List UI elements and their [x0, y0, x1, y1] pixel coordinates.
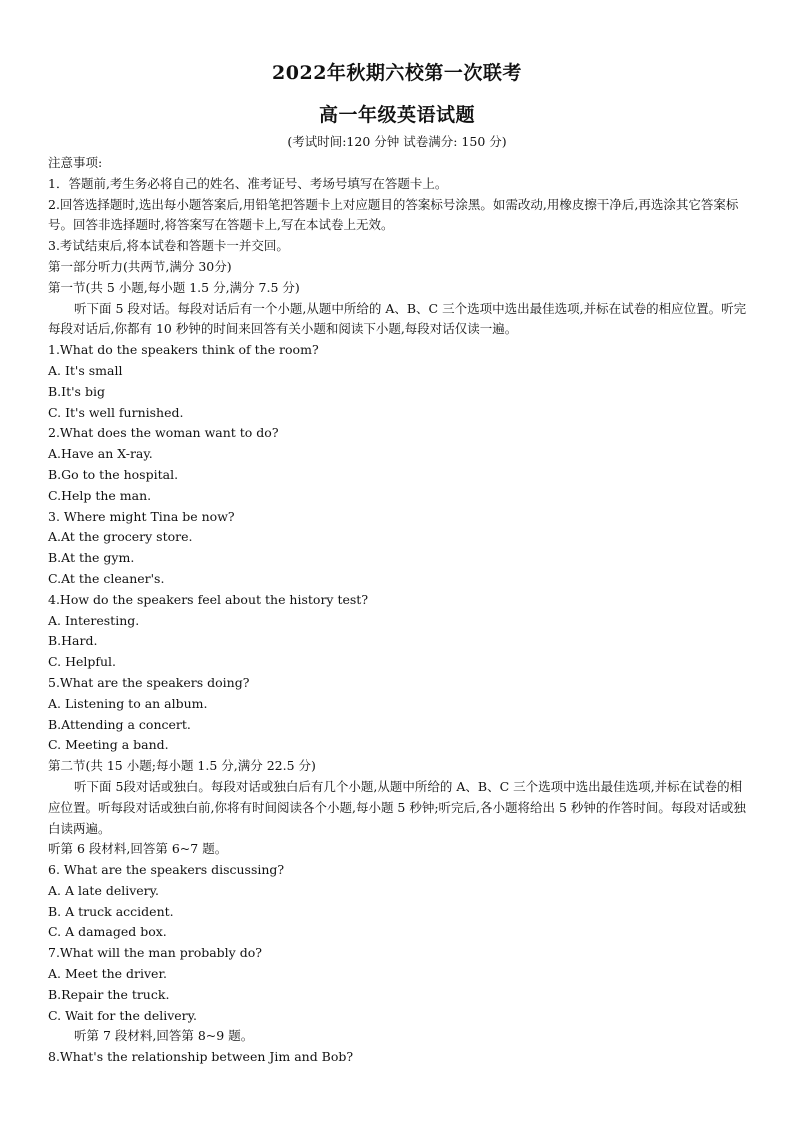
q1-option-b: B.It's big — [48, 383, 105, 399]
q4-option-b: B.Hard. — [48, 633, 98, 649]
notes-heading: 注意事项: — [48, 155, 103, 170]
q6-option-b: B. A truck accident. — [48, 903, 174, 919]
material-6-heading: 听第 6 段材料,回答第 6~7 题。 — [48, 841, 228, 857]
exam-title: 2022年秋期六校第一次联考 — [272, 62, 522, 84]
material-7-heading: 听第 7 段材料,回答第 8~9 题。 — [74, 1028, 254, 1044]
q2-option-a: A.Have an X-ray. — [48, 446, 153, 462]
section1-heading: 第一节(共 5 小题,每小题 1.5 分,满分 7.5 分) — [48, 279, 300, 295]
q6-option-a: A. A late delivery. — [48, 882, 160, 898]
question-4: 4.How do the speakers feel about the history test? — [48, 591, 369, 607]
note-item-3: 3.考试结束后,将本试卷和答题卡一并交回。 — [48, 238, 289, 254]
q4-option-c: C. Helpful. — [48, 654, 117, 670]
q5-option-b: B.Attending a concert. — [48, 716, 191, 732]
q7-option-a: A. Meet the driver. — [48, 966, 168, 982]
question-2: 2.What does the woman want to do? — [48, 425, 279, 441]
q1-option-c: C. It's well furnished. — [48, 404, 184, 420]
q3-option-c: C.At the cleaner's. — [48, 570, 165, 586]
exam-subtitle: 高一年级英语试题 — [318, 104, 475, 126]
q3-option-a: A.At the grocery store. — [48, 529, 193, 545]
question-3: 3. Where might Tina be now? — [48, 508, 235, 524]
section2-heading: 第二节(共 15 小题;每小题 1.5 分,满分 22.5 分) — [48, 758, 316, 774]
q3-option-b: B.At the gym. — [48, 550, 135, 566]
q7-option-b: B.Repair the truck. — [48, 986, 170, 1002]
question-6: 6. What are the speakers discussing? — [48, 862, 285, 878]
q1-option-a: A. It's small — [48, 362, 123, 378]
note-item-1: 1．答题前,考生务必将自己的姓名、准考证号、考场号填写在答题卡上。 — [48, 175, 448, 191]
q2-option-c: C.Help the man. — [48, 487, 152, 503]
section2-instructions: 听下面 5段对话或独白。每段对话或独白后有几个小题,从题中所给的 A、B、C 三个选项中选出最佳选项,并标在试卷的相应位置。听每段对话或独白前,你将有时间阅读各个小题,每小题 5 秒钟;听完后,各小题将给出 5 秒钟的作答时间。每段对话或独白读两遍。 — [48, 778, 746, 836]
note-item-2: 2.回答选择题时,选出每小题答案后,用铅笔把答题卡上对应题目的答案标号涂黑。如需改动,用橡皮擦干净后,再选涂其它答案标号。回答非选择题时,将答案写在答题卡上,写在本试卷上无效。 — [48, 196, 739, 233]
question-5: 5.What are the speakers doing? — [48, 674, 250, 690]
q7-option-c: C. Wait for the delivery. — [48, 1007, 198, 1023]
exam-info: (考试时间:120 分钟 试卷满分: 150 分) — [287, 134, 507, 149]
q6-option-c: C. A damaged box. — [48, 924, 167, 940]
exam-body — [48, 153, 748, 1068]
part1-heading: 第一部分听力(共两节,满分 30分) — [48, 258, 232, 274]
q4-option-a: A. Interesting. — [48, 612, 140, 628]
section1-instructions: 听下面 5 段对话。每段对话后有一个小题,从题中所给的 A、B、C 三个选项中选出最佳选项,并标在试卷的相应位置。听完每段对话后,你都有 10 秒钟的时间来回答有关小题和阅读下小题,每段对话仅读一遍。 — [48, 300, 747, 337]
question-7: 7.What will the man probably do? — [48, 945, 262, 961]
question-8: 8.What's the relationship between Jim and Bob? — [48, 1049, 354, 1065]
q5-option-a: A. Listening to an album. — [48, 695, 208, 711]
q5-option-c: C. Meeting a band. — [48, 737, 169, 753]
question-1: 1.What do the speakers think of the room? — [48, 342, 319, 358]
q2-option-b: B.Go to the hospital. — [48, 466, 179, 482]
